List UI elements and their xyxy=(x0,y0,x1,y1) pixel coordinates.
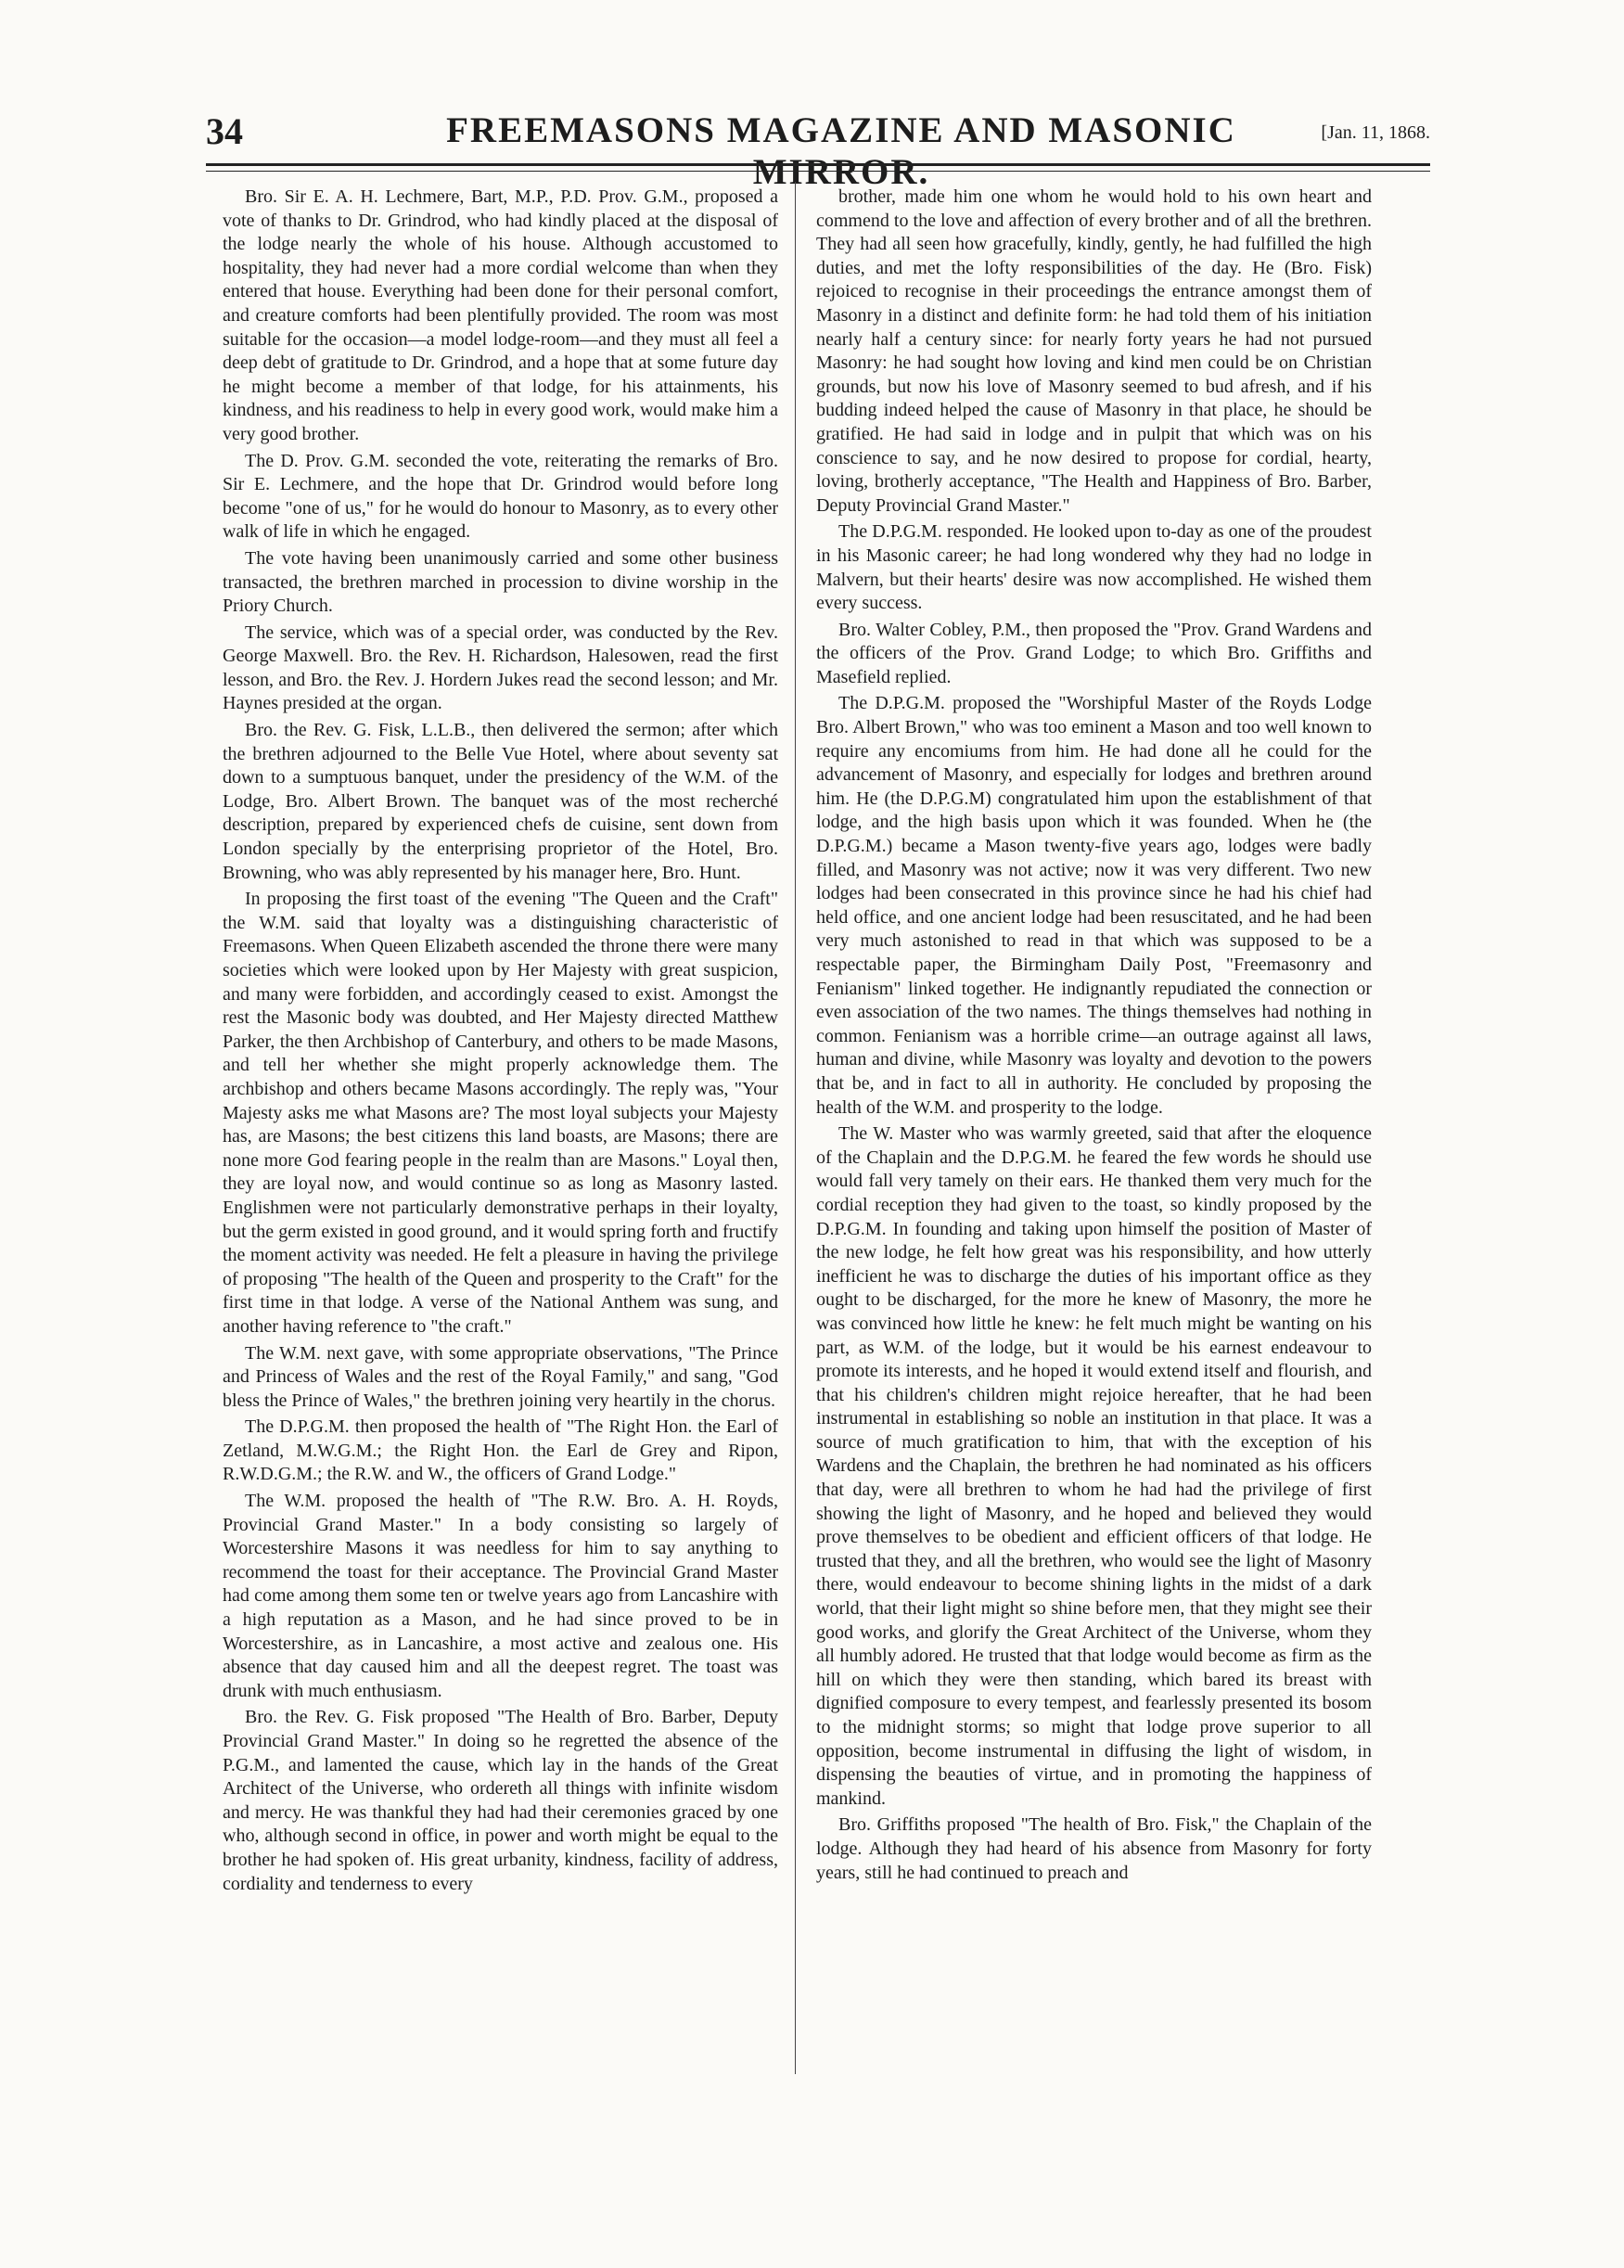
paragraph: The W. Master who was warmly greeted, said that after the eloquence of the Chaplain and the D.P.G.M. he feared the few words he should use would fall very tamely on their ears. He thanked them very much for the cordial reception they had given to the toast, so kindly proposed by the D.P.G.M. In founding and taking upon himself the position of Master of the new lodge, he felt how great was his responsibility, and how utterly inefficient he was to discharge the duties of his important office as they ought to be discharged, for the more he knew of Masonry, the more he was convinced how little he knew: he felt much might be wanting on his part, as W.M. of the lodge, but it would be his earnest endeavour to promote its interests, and he hoped it would extend itself and flourish, and that his children's children might rejoice hereafter, that he had been instrumental in establishing so noble an institution in that place. It was a source of much gratification to him, that with the exception of his Wardens and the Chaplain, the brethren he had nominated as his officers that day, were all brethren to whom he had had the privilege of first showing the light of Masonry, and he hoped and believed they would prove themselves to be obedient and efficient officers of that lodge. He trusted that they, and all the brethren, who would see the light of Masonry there, would endeavour to become shining lights in the midst of a dark world, that their light might so shine before men, that they might see their good works, and glorify the Great Architect of the Universe, whom they all humbly adored. He trusted that that lodge would become as firm as the hill on which they were then standing, which bared its breast with dignified composure to every tempest, and fearlessly presented its bosom to the midnight storms; so might that lodge prove superior to all opposition, become instrumental in diffusing the light of wisdom, in dispensing the beauties of virtue, and in promoting the happiness of mankind. xyxy=(816,1123,1372,1809)
paragraph: The D.P.G.M. then proposed the health of "The Right Hon. the Earl of Zetland, M.W.G.M.; the Right Hon. the Earl de Grey and Ripon, R.W.D.G.M.; the R.W. and W., the officers of Grand Lodge." xyxy=(223,1416,778,1485)
paragraph: The W.M. next gave, with some appropriate observations, "The Prince and Princess of Wales and the rest of the Royal Family," and sang, "God bless the Prince of Wales," the brethren joining very heartily in the chorus. xyxy=(223,1342,778,1411)
paragraph: The service, which was of a special order, was conducted by the Rev. George Maxwell. Bro. the Rev. H. Richardson, Halesowen, read the first lesson, and Bro. the Rev. J. Hordern Jukes read the second lesson; and Mr. Haynes presided at the organ. xyxy=(223,621,778,714)
paragraph: Bro. Walter Cobley, P.M., then proposed the "Prov. Grand Wardens and the officers of the Prov. Grand Lodge; to which Bro. Griffiths and Masefield replied. xyxy=(816,619,1372,687)
masthead xyxy=(206,109,1430,192)
header-rule-thick xyxy=(206,163,1430,166)
paragraph: brother, made him one whom he would hold to his own heart and commend to the love and affection of every brother and of all the brethren. They had all seen how gracefully, kindly, gently, he had fulfilled the high duties, and met the lofty responsibilities of the day. He (Bro. Fisk) rejoiced to recognise in their proceedings the entrance amongst them of Masonry in a distinct and definite form: he had told them of his initiation nearly half a century since: for nearly forty years he had not pursued Masonry: he had sought how loving and kind men could be on Christian grounds, but now his love of Masonry seemed to bud afresh, and if his budding indeed helped the cause of Masonry in that place, he should be gratified. He had said in lodge and in pulpit that which was on his conscience to say, and he now desired to propose for cordial, hearty, loving, brotherly acceptance, "The Health and Happiness of Bro. Barber, Deputy Provincial Grand Master." xyxy=(816,186,1372,516)
paragraph: Bro. the Rev. G. Fisk proposed "The Health of Bro. Barber, Deputy Provincial Grand Master." In doing so he regretted the absence of the P.G.M., and lamented the cause, which lay in the hands of the Great Architect of the Universe, who ordereth all things with infinite wisdom and mercy. He was thankful they had had their ceremonies graced by one who, although second in office, in power and worth might be equal to the brother he had spoken of. His great urbanity, kindness, facility of address, cordiality and tenderness to every xyxy=(223,1707,778,1894)
paragraph: The W.M. proposed the health of "The R.W. Bro. A. H. Royds, Provincial Grand Master." In a body consisting so largely of Worcestershire Masons it was needless for him to say anything to recommend the toast for their acceptance. The Provincial Grand Master had come among them some ten or twelve years ago from Lancashire with a high reputation as a Mason, and he had since proved to be in Worcestershire, as in Lancashire, a most active and zealous one. His absence that day caused him and all the deepest regret. The toast was drunk with much enthusiasm. xyxy=(223,1491,778,1701)
paragraph: The D. Prov. G.M. seconded the vote, reiterating the remarks of Bro. Sir E. Lechmere, and the hope that Dr. Grindrod would before long become "one of us," for he would do honour to Masonry, as to every other walk of life in which he engaged. xyxy=(223,450,778,543)
magazine-title: FREEMASONS MAGAZINE AND MASONIC MIRROR. xyxy=(446,110,1236,192)
page-number: 34 xyxy=(206,110,243,152)
paragraph: Bro. Griffiths proposed "The health of Bro. Fisk," the Chaplain of the lodge. Although they had heard of his absence from Masonry for forty years, still he had continued to preach and xyxy=(816,1814,1372,1883)
right-column xyxy=(816,186,1372,2078)
column-divider xyxy=(795,182,796,2074)
paragraph: The vote having been unanimously carried and some other business transacted, the brethren marched in procession to divine worship in the Priory Church. xyxy=(223,547,778,617)
issue-date: [Jan. 11, 1868. xyxy=(1321,122,1430,143)
paragraph: In proposing the first toast of the evening "The Queen and the Craft" the W.M. said that loyalty was a distinguishing characteristic of Freemasons. When Queen Elizabeth ascended the throne there were many societies which were looked upon by Her Majesty with great suspicion, and many were forbidden, and accordingly ceased to exist. Amongst the rest the Masonic body was doubted, and Her Majesty directed Matthew Parker, the then Archbishop of Canterbury, and others to be made Masons, and tell her whether she might properly acknowledge them. The archbishop and others became Masons accordingly. The reply was, "Your Majesty asks me what Masons are? The most loyal subjects your Majesty has, are Masons; the best citizens this land boasts, are Masons; there are none more God fearing people in the realm than are Masons." Loyal then, they are loyal now, and would continue so as long as Masonry lasted. Englishmen were not particularly demonstrative perhaps in their loyalty, but the germ existed in good ground, and it would spring forth and fructify the moment activity was needed. He felt a pleasure in having the privilege of proposing "The health of the Queen and prosperity to the Craft" for the first time in that lodge. A verse of the National Anthem was sung, and another having reference to "the craft." xyxy=(223,889,778,1337)
paragraph: The D.P.G.M. responded. He looked upon to-day as one of the proudest in his Masonic career; he had long wondered why they had no lodge in Malvern, but their hearts' desire was now accomplished. He wished them every success. xyxy=(816,521,1372,614)
paragraph: The D.P.G.M. proposed the "Worshipful Master of the Royds Lodge Bro. Albert Brown," who was too eminent a Mason and too well known to require any encomiums from him. He had done all he could for the advancement of Masonry, and especially for lodges and brethren around him. He (the D.P.G.M) congratulated him upon the establishment of that lodge, and the high basis upon which it was founded. When he (the D.P.G.M.) became a Mason twenty-five years ago, lodges were badly filled, and Masonry was not active; now it was very different. Two new lodges had been consecrated in this province since he had his chief had held office, and one ancient lodge had been resuscitated, and he had been very much astonished to read in that which was supposed to be a respectable paper, the Birmingham Daily Post, "Freemasonry and Fenianism" linked together. He indignantly repudiated the connection or even association of the two names. The things themselves had nothing in common. Fenianism was a horrible crime—an outrage against all laws, human and divine, while Masonry was loyalty and devotion to the powers that be, and in fact to all in authority. He concluded by proposing the health of the W.M. and prosperity to the lodge. xyxy=(816,693,1372,1118)
left-column xyxy=(223,186,778,2078)
paragraph: Bro. Sir E. A. H. Lechmere, Bart, M.P., P.D. Prov. G.M., proposed a vote of thanks to Dr. Grindrod, who had kindly placed at the disposal of the lodge nearly the whole of his house. Although accustomed to hospitality, they had never had a more cordial welcome than when they entered that house. Everything had been done for their personal comfort, and creature comforts had been plentifully provided. The room was most suitable for the occasion—a model lodge-room—and they must all feel a deep debt of gratitude to Dr. Grindrod, and a hope that at some future day he might become a member of that lodge, for his attainments, his kindness, and his readiness to help in every good work, would make him a very good brother. xyxy=(223,186,778,444)
paragraph: Bro. the Rev. G. Fisk, L.L.B., then delivered the sermon; after which the brethren adjourned to the Belle Vue Hotel, where about seventy sat down to a sumptuous banquet, under the presidency of the W.M. of the Lodge, Bro. Albert Brown. The banquet was of the most recherché description, prepared by experienced chefs de cuisine, sent down from London specially by the enterprising proprietor of the Hotel, Bro. Browning, who was ably represented by his manager here, Bro. Hunt. xyxy=(223,720,778,883)
header-rule-thin xyxy=(206,171,1430,172)
